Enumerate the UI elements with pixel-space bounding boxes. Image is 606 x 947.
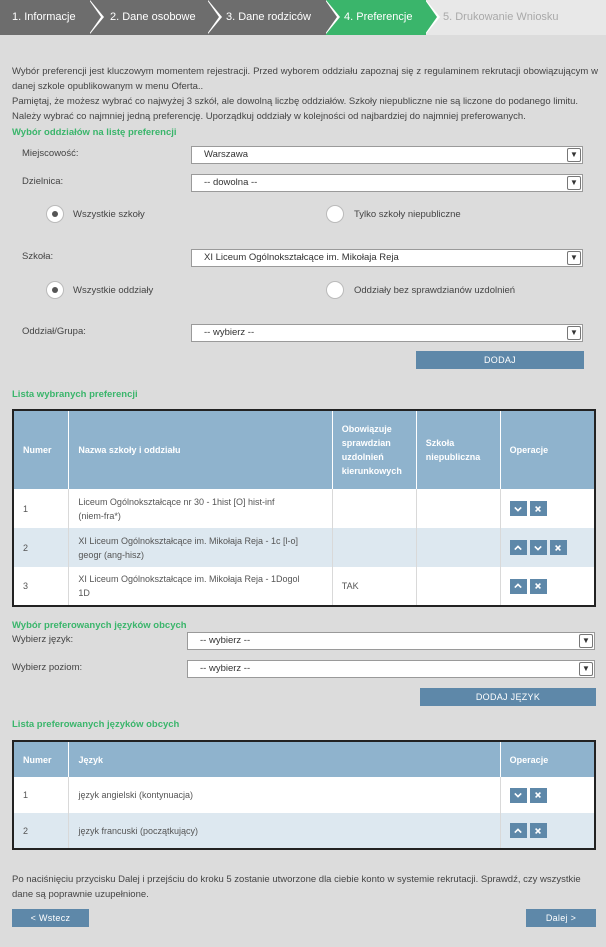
group-select[interactable] bbox=[191, 324, 583, 342]
row-number: 1 bbox=[13, 489, 69, 528]
intro-line-3: Należy wybrać co najmniej jedną preferencję. Uporządkuj oddziały w kolejności od najbardziej do najmniej preferowanych. bbox=[12, 111, 526, 122]
row-private bbox=[416, 567, 500, 606]
row-operations bbox=[500, 489, 595, 528]
col-tests-line: kierunkowych bbox=[341, 466, 402, 476]
chevron-down-icon bbox=[514, 505, 522, 513]
row-private bbox=[416, 489, 500, 528]
radio-all-schools-label: Wszystkie szkoły bbox=[73, 209, 145, 220]
chevron-down-icon: ▼ bbox=[567, 176, 581, 190]
row-name-line: XI Liceum Ogólnokształcące im. Mikołaja Reja - 1c [l-o] bbox=[78, 535, 299, 546]
group-label: Oddział/Grupa: bbox=[22, 326, 86, 337]
preferences-title: Lista wybranych preferencji bbox=[12, 389, 138, 400]
col-operations: Operacje bbox=[500, 410, 595, 489]
branch-form-title: Wybór oddziałów na listę preferencji bbox=[12, 127, 177, 138]
row-name bbox=[69, 567, 332, 606]
city-select[interactable] bbox=[191, 146, 583, 164]
language-select-value: -- wybierz -- bbox=[200, 635, 251, 646]
delete-button[interactable] bbox=[530, 579, 547, 594]
step-arrow bbox=[207, 0, 219, 34]
chevron-down-icon: ▼ bbox=[579, 662, 593, 676]
row-number: 1 bbox=[13, 777, 69, 813]
add-language-button[interactable]: DODAJ JĘZYK bbox=[420, 688, 596, 706]
close-icon bbox=[534, 827, 542, 835]
level-label: Wybierz poziom: bbox=[12, 662, 83, 673]
chevron-down-icon bbox=[514, 791, 522, 799]
row-tests bbox=[332, 489, 416, 528]
move-up-button[interactable] bbox=[510, 579, 527, 594]
close-icon bbox=[554, 544, 562, 552]
chevron-up-icon bbox=[514, 544, 522, 552]
row-private bbox=[416, 528, 500, 567]
language-form-title: Wybór preferowanych języków obcych bbox=[12, 620, 187, 631]
district-select[interactable] bbox=[191, 174, 583, 192]
col-number: Numer bbox=[13, 410, 69, 489]
radio-all-branches-label: Wszystkie oddziały bbox=[73, 285, 154, 296]
next-button[interactable]: Dalej > bbox=[526, 909, 596, 927]
step-informacje[interactable]: 1. Informacje bbox=[0, 0, 90, 35]
chevron-down-icon: ▼ bbox=[579, 634, 593, 648]
col-tests-line: sprawdzian bbox=[341, 438, 391, 448]
table-header-row bbox=[13, 741, 595, 777]
step-dane-rodzicow[interactable]: 3. Dane rodziców bbox=[208, 0, 326, 35]
row-number: 2 bbox=[13, 528, 69, 567]
col-private-line: niepubliczna bbox=[425, 452, 481, 462]
district-select-value: -- dowolna -- bbox=[204, 177, 258, 188]
table-row bbox=[13, 777, 595, 813]
intro-line-1: Wybór preferencji jest kluczowym momentem rejestracji. Przed wyborem oddziału zapoznaj się z regulaminem rekrutacji obowiązującym w danej szkole opublikowanym w menu Oferta.. bbox=[12, 66, 598, 92]
preferences-table bbox=[12, 409, 596, 607]
col-private bbox=[416, 410, 500, 489]
city-label: Miejscowość: bbox=[22, 148, 79, 159]
move-down-button[interactable] bbox=[510, 501, 527, 516]
school-select-value: XI Liceum Ogólnokształcące im. Mikołaja Reja bbox=[204, 252, 399, 263]
language-label: Wybierz język: bbox=[12, 634, 74, 645]
col-number: Numer bbox=[13, 741, 69, 777]
row-language: język francuski (początkujący) bbox=[69, 813, 500, 849]
group-select-value: -- wybierz -- bbox=[204, 327, 255, 338]
row-name-line: 1D bbox=[78, 588, 90, 598]
move-up-button[interactable] bbox=[510, 540, 527, 555]
col-tests-line: uzdolnień bbox=[341, 452, 384, 462]
move-down-button[interactable] bbox=[510, 788, 527, 803]
chevron-down-icon: ▼ bbox=[567, 326, 581, 340]
col-language: Język bbox=[69, 741, 500, 777]
move-down-button[interactable] bbox=[530, 540, 547, 555]
radio-all-schools[interactable] bbox=[46, 205, 64, 223]
chevron-down-icon: ▼ bbox=[567, 251, 581, 265]
chevron-down-icon: ▼ bbox=[567, 148, 581, 162]
level-select[interactable] bbox=[187, 660, 595, 678]
close-icon bbox=[534, 791, 542, 799]
step-arrow bbox=[425, 0, 437, 34]
delete-button[interactable] bbox=[530, 501, 547, 516]
col-tests-line: Obowiązuje bbox=[341, 424, 392, 434]
add-branch-button[interactable]: DODAJ bbox=[416, 351, 584, 369]
table-row bbox=[13, 528, 595, 567]
row-operations bbox=[500, 813, 595, 849]
language-select[interactable] bbox=[187, 632, 595, 650]
col-private-line: Szkoła bbox=[425, 438, 455, 448]
row-language: język angielski (kontynuacja) bbox=[69, 777, 500, 813]
city-select-value: Warszawa bbox=[204, 149, 248, 160]
table-header-row bbox=[13, 410, 595, 489]
row-operations bbox=[500, 567, 595, 606]
intro-line-2: Pamiętaj, że możesz wybrać co najwyżej 3 szkół, ale dowolną liczbę oddziałów. Szkoły niepubliczne nie są liczone do podanego limitu. bbox=[12, 96, 579, 107]
move-up-button[interactable] bbox=[510, 823, 527, 838]
district-label: Dzielnica: bbox=[22, 176, 64, 187]
step-arrow bbox=[89, 0, 101, 34]
table-row bbox=[13, 489, 595, 528]
step-drukowanie-wniosku: 5. Drukowanie Wniosku bbox=[426, 0, 606, 35]
col-name: Nazwa szkoły i oddziału bbox=[69, 410, 332, 489]
step-preferencje[interactable]: 4. Preferencje bbox=[326, 0, 426, 35]
wizard-steps bbox=[0, 0, 606, 35]
row-number: 2 bbox=[13, 813, 69, 849]
school-label: Szkoła: bbox=[22, 251, 54, 262]
radio-private-schools[interactable] bbox=[326, 205, 344, 223]
row-name-line: Liceum Ogólnokształcące nr 30 - 1hist [O] hist-inf bbox=[78, 496, 275, 507]
row-tests bbox=[332, 528, 416, 567]
row-name-line: (niem-fra*) bbox=[78, 510, 121, 521]
footer-text: Po naciśnięciu przycisku Dalej i przejściu do kroku 5 zostanie utworzone dla ciebie konto w systemie rekrutacji. Sprawdź, czy wszystkie dane są poprawnie uzupełnione. bbox=[12, 874, 581, 900]
row-operations bbox=[500, 528, 595, 567]
chevron-up-icon bbox=[514, 827, 522, 835]
radio-private-schools-label: Tylko szkoły niepubliczne bbox=[354, 209, 461, 220]
delete-button[interactable] bbox=[530, 823, 547, 838]
row-tests: TAK bbox=[332, 567, 416, 606]
row-operations bbox=[500, 777, 595, 813]
step-arrow bbox=[325, 0, 337, 34]
row-name-line: XI Liceum Ogólnokształcące im. Mikołaja Reja - 1Dogol bbox=[78, 574, 300, 584]
radio-no-tests[interactable] bbox=[326, 281, 344, 299]
radio-no-tests-label: Oddziały bez sprawdzianów uzdolnień bbox=[354, 285, 516, 296]
languages-table bbox=[12, 740, 596, 850]
table-row bbox=[13, 567, 595, 606]
step-dane-osobowe[interactable]: 2. Dane osobowe bbox=[90, 0, 208, 35]
chevron-down-icon bbox=[534, 544, 542, 552]
row-name bbox=[69, 489, 332, 528]
delete-button[interactable] bbox=[550, 540, 567, 555]
chevron-up-icon bbox=[514, 582, 522, 590]
close-icon bbox=[534, 582, 542, 590]
radio-all-branches[interactable] bbox=[46, 281, 64, 299]
languages-title: Lista preferowanych języków obcych bbox=[12, 719, 180, 730]
school-select[interactable] bbox=[191, 249, 583, 267]
delete-button[interactable] bbox=[530, 788, 547, 803]
close-icon bbox=[534, 505, 542, 513]
col-tests bbox=[332, 410, 416, 489]
back-button[interactable]: < Wstecz bbox=[12, 909, 89, 927]
col-operations: Operacje bbox=[500, 741, 595, 777]
row-number: 3 bbox=[13, 567, 69, 606]
row-name-line: geogr (ang-hisz) bbox=[78, 549, 144, 560]
level-select-value: -- wybierz -- bbox=[200, 663, 251, 674]
intro-text bbox=[12, 64, 598, 124]
table-row bbox=[13, 813, 595, 849]
row-name bbox=[69, 528, 332, 567]
